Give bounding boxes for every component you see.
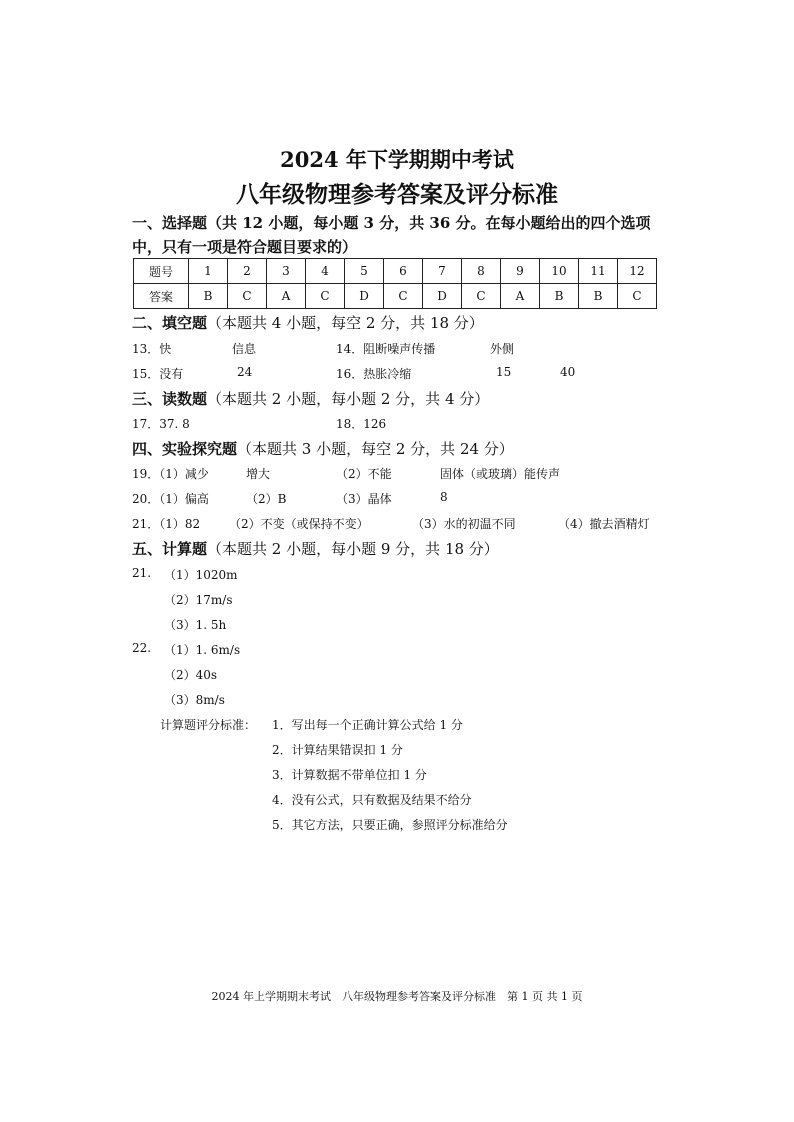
table-row xyxy=(134,284,657,309)
calc-22-2: （2）40s xyxy=(164,668,218,682)
section4-heading xyxy=(132,438,514,459)
answer-13-b: 信息 xyxy=(232,342,257,356)
section2-heading-bold: 二、填空题 xyxy=(132,314,208,332)
answer-16: 16．热胀冷缩 xyxy=(336,367,412,381)
question-number: 2 xyxy=(228,259,267,284)
criteria-item: 2．计算结果错误扣 1 分 xyxy=(272,743,403,757)
question-number: 4 xyxy=(306,259,345,284)
answer-19-1: 19．（1）减少 xyxy=(132,467,209,481)
answer-14-b: 外侧 xyxy=(490,342,515,356)
answer-18: 18．126 xyxy=(336,417,387,431)
question-number: 9 xyxy=(501,259,540,284)
section1-heading-line1: 一、选择题（共 12 小题，每小题 3 分，共 36 分。在每小题给出的四个选项 xyxy=(132,214,651,232)
answer-21-3: （3）水的初温不同 xyxy=(412,517,516,531)
section5-heading-rest: （本题共 2 小题，每小题 9 分，共 18 分） xyxy=(207,540,499,558)
section4-heading-bold: 四、实验探究题 xyxy=(132,440,238,458)
document-title: 八年级物理参考答案及评分标准 xyxy=(236,181,558,208)
answer-table xyxy=(133,258,657,309)
question-number: 10 xyxy=(540,259,579,284)
answer-20-3b: 8 xyxy=(440,490,448,504)
table-row-label: 题号 xyxy=(134,259,189,284)
answer-15: 15．没有 xyxy=(132,367,184,381)
calc-22-3: （3）8m/s xyxy=(164,693,225,707)
question-number: 6 xyxy=(384,259,423,284)
answer-17: 17．37. 8 xyxy=(132,417,190,431)
section2-heading-rest: （本题共 4 小题，每空 2 分，共 18 分） xyxy=(207,314,484,332)
calc-22-number: 22. xyxy=(132,641,152,655)
answer-cell: A xyxy=(501,284,540,309)
answer-13: 13．快 xyxy=(132,342,172,356)
answer-19-2: （2）不能 xyxy=(336,467,392,481)
section5-heading xyxy=(132,538,499,559)
answer-21-4: （4）撤去酒精灯 xyxy=(558,517,650,531)
question-number: 8 xyxy=(462,259,501,284)
question-number: 5 xyxy=(345,259,384,284)
section2-heading xyxy=(132,312,484,333)
answer-cell: C xyxy=(384,284,423,309)
criteria-item: 5．其它方法，只要正确，参照评分标准给分 xyxy=(272,818,508,832)
question-number: 12 xyxy=(618,259,657,284)
answer-cell: C xyxy=(306,284,345,309)
section4-heading-rest: （本题共 3 小题，每空 2 分，共 24 分） xyxy=(237,440,514,458)
section5-heading-bold: 五、计算题 xyxy=(132,540,208,558)
question-number: 11 xyxy=(579,259,618,284)
answer-20-3: （3）晶体 xyxy=(336,492,392,506)
answer-21-1: 21．（1）82 xyxy=(132,517,201,531)
answer-cell: B xyxy=(540,284,579,309)
answer-21-2: （2）不变（或保持不变） xyxy=(229,517,369,531)
page-footer: 2024 年上学期期末考试 八年级物理参考答案及评分标准 第 1 页 共 1 页 xyxy=(211,990,583,1003)
answer-16-b: 15 xyxy=(496,365,512,379)
answer-15-b: 24 xyxy=(237,365,253,379)
calc-21-3: （3）1. 5h xyxy=(164,618,227,632)
answer-cell: B xyxy=(579,284,618,309)
answer-16-c: 40 xyxy=(560,365,576,379)
answer-cell: A xyxy=(267,284,306,309)
answer-19-2b: 固体（或玻璃）能传声 xyxy=(440,467,561,481)
calc-21-1: （1）1020m xyxy=(164,568,238,582)
question-number: 7 xyxy=(423,259,462,284)
answer-cell: C xyxy=(618,284,657,309)
section1-heading-line2: 中，只有一项是符合题目要求的） xyxy=(132,238,358,256)
answer-cell: C xyxy=(228,284,267,309)
calc-22-1: （1）1. 6m/s xyxy=(164,643,241,657)
table-row-label: 答案 xyxy=(134,284,189,309)
answer-20-1: 20．（1）偏高 xyxy=(132,492,209,506)
question-number: 3 xyxy=(267,259,306,284)
answer-cell: D xyxy=(423,284,462,309)
criteria-item: 1．写出每一个正确计算公式给 1 分 xyxy=(272,718,463,732)
answer-cell: B xyxy=(189,284,228,309)
question-number: 1 xyxy=(189,259,228,284)
criteria-item: 3．计算数据不带单位扣 1 分 xyxy=(272,768,427,782)
answer-cell: D xyxy=(345,284,384,309)
section3-heading-rest: （本题共 2 小题，每小题 2 分，共 4 分） xyxy=(207,390,490,408)
answer-20-2: （2）B xyxy=(246,492,287,506)
section3-heading xyxy=(132,388,489,409)
section3-heading-bold: 三、读数题 xyxy=(132,390,208,408)
answer-cell: C xyxy=(462,284,501,309)
exam-title: 2024 年下学期期中考试 xyxy=(280,147,514,172)
calc-21-number: 21. xyxy=(132,566,152,580)
calc-21-2: （2）17m/s xyxy=(164,593,233,607)
criteria-item: 4．没有公式，只有数据及结果不给分 xyxy=(272,793,472,807)
criteria-label: 计算题评分标准： xyxy=(160,718,257,732)
answer-19-1b: 增大 xyxy=(246,467,271,481)
table-row xyxy=(134,259,657,284)
answer-14: 14．阻断噪声传播 xyxy=(336,342,436,356)
